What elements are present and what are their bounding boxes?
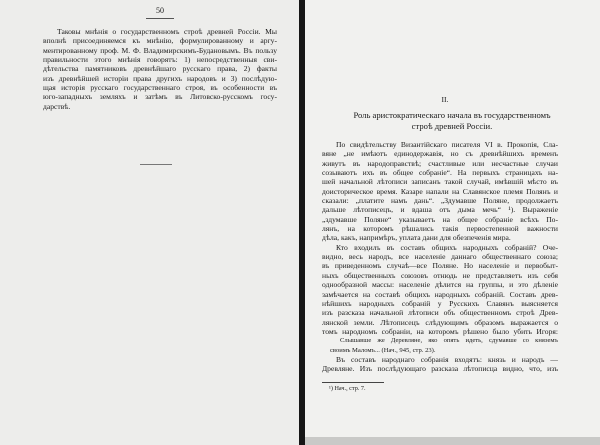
text-line: сказали: „платите намъ дань“. „Здумавше Поляне, продолжаетъ: [322, 196, 558, 206]
text-line: дѣтельства памятниковъ древнѣйшаго русскаго права, 2) факты: [43, 64, 277, 74]
text-line: дѣла, какъ, напримѣръ, уплата дани для обезпеченія мира.: [322, 233, 511, 243]
scan-edge: [305, 437, 600, 445]
text-line: щая исторія русскаго государственнаго строя, въ особенности въ: [43, 83, 277, 93]
text-line: замѣчается на составѣ общихъ народныхъ собраній. Составъ древ-: [322, 289, 558, 299]
text-line: По свидѣтельству Византійскаго писателя VI в. Прокопія, Сла-: [336, 140, 558, 149]
section-number: II.: [441, 95, 449, 104]
chapter-end-rule: [140, 164, 172, 165]
left-page-text: [43, 27, 277, 111]
text-line: дальше лѣтописецъ, и вдаша отъ дыма мечь“ ¹). Выраженіе: [322, 205, 558, 215]
text-line: вяне „не имѣютъ единодержавія, но съ древнѣйшихъ временъ: [322, 149, 558, 159]
text-line: изъ древнѣйшей исторіи права другихъ народовъ и 3) послѣдую-: [43, 73, 277, 83]
text-line: нѣйшихъ народныхъ собраній у Русскихъ Славянъ выясняется: [322, 298, 558, 308]
left-page: [0, 0, 299, 445]
text-line: ментированному проф. М. Ф. Владимирскимъ-Будановымъ. Въ пользу: [43, 45, 277, 55]
text-line: юго-западныхъ земляхъ и затѣмъ въ Литовско-русскомъ госу-: [43, 92, 277, 102]
text-line: дарствѣ.: [43, 101, 71, 111]
right-page: [305, 0, 600, 445]
text-line: доисторическое время. Казаре напали на Славянское племя Полянъ и: [322, 186, 558, 196]
footnote: ¹) Нач., стр. 7.: [329, 385, 366, 392]
text-line: вполнѣ присоединяемся къ мнѣнію, формулированному и аргу-: [43, 36, 277, 46]
text-line: шей начальной лѣтописи записанъ такой случай, имѣвшій мѣсто въ: [322, 177, 558, 187]
text-line: ныхъ общественныхъ союзовъ отнюдь не представляетъ изъ себя: [322, 270, 558, 280]
right-page-text: [322, 140, 558, 374]
chapter-title-line: строѣ древней Россіи.: [411, 121, 493, 131]
text-line: видно, весь народъ, все населеніе даннаго общественнаго союза;: [322, 252, 558, 262]
text-line: томъ народномъ собраніи, на которомъ рѣшено было убить Игоря:: [322, 326, 558, 336]
text-line: однообразной массы: населеніе дѣлится на группы, и это дѣленіе: [322, 280, 558, 290]
text-line: живутъ въ народоправствѣ; счастливые или несчастные случаи: [322, 158, 558, 168]
text-line: созываютъ ихъ въ общее собраніе“. На первыхъ страницахъ на-: [322, 168, 558, 178]
footnote-rule: [322, 382, 384, 383]
quotation-line: Слышавше же Деревляне, яко опять идеть, сдумавше со княземъ: [340, 337, 558, 345]
text-line: Въ составъ народнаго собранія входятъ: князь и народъ —: [336, 354, 558, 364]
text-line: Древляне. Изъ послѣдующаго разсказа лѣтописца видно, что, изъ: [322, 364, 558, 374]
text-line: лянской земли. Лѣтописецъ слѣдующимъ образомъ выражается о: [322, 317, 558, 327]
text-line: „здумавше Поляне“ указываетъ на общее собраніе всѣхъ По-: [322, 214, 558, 224]
quotation-line: своимъ Маломъ... (Нач., 945, стр. 23).: [330, 346, 436, 354]
text-line: Таковы мнѣнія о государственномъ строѣ древней Россіи. Мы: [57, 27, 277, 36]
text-line: лянъ, на которомъ рѣшались такія первостепенной важности: [322, 224, 558, 234]
text-line: правильности этого мнѣнія говорятъ: 1) непосредственныя сви-: [43, 55, 277, 65]
page-number: 50: [156, 6, 164, 15]
chapter-title-line: Роль аристократическаго начала въ государственномъ: [353, 110, 551, 120]
page-number-rule: [146, 18, 174, 19]
text-line: изъ разсказа начальной лѣтописи объ общественномъ строѣ Древ-: [322, 308, 558, 318]
text-line: въ приведенномъ случаѣ—все Поляне. Но населеніе и первобыт-: [322, 261, 558, 271]
text-line: Кто входилъ въ составъ общихъ народныхъ собраній? Оче-: [336, 242, 558, 252]
chapter-title: [322, 110, 582, 132]
